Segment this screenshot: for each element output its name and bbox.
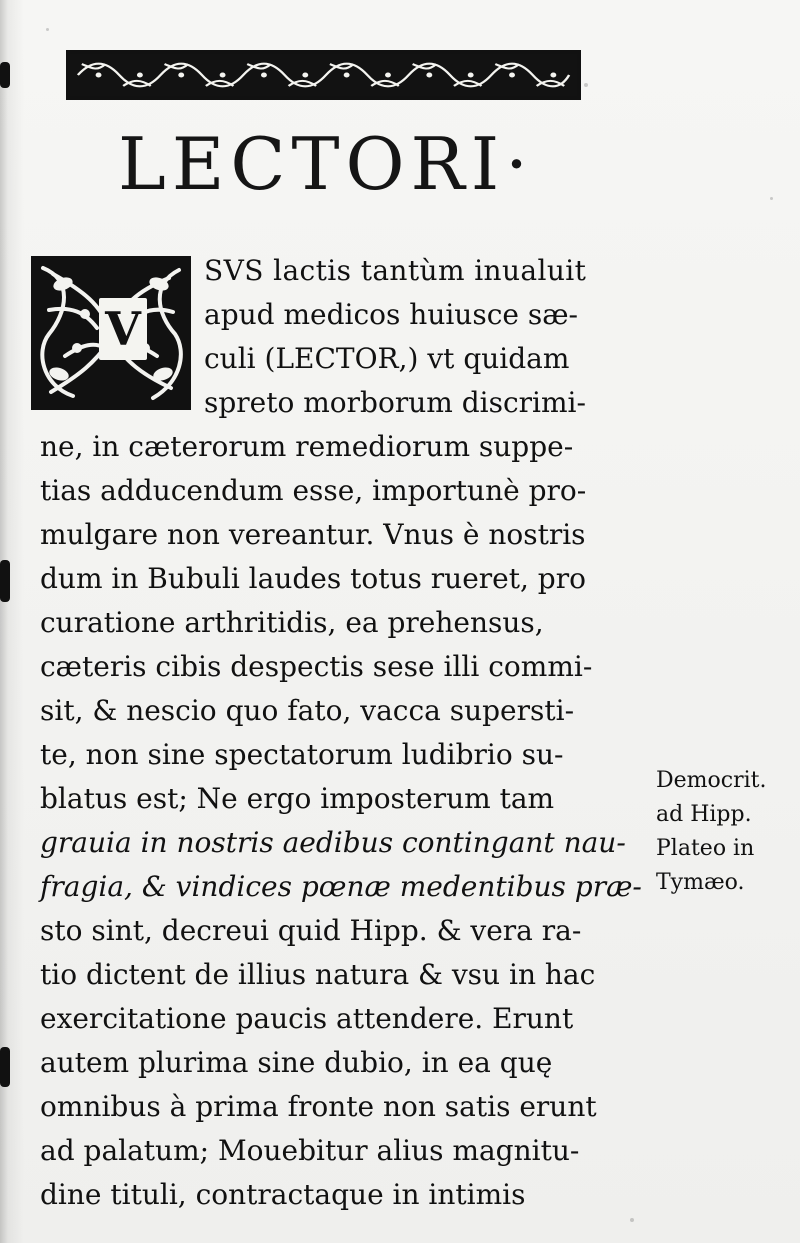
body-line: sit, & nescio quo fato, vacca supersti- bbox=[40, 694, 575, 727]
body-line: culi (LECTOR,) vt quidam bbox=[204, 342, 570, 375]
body-line: ad palatum; Mouebitur alius magnitu- bbox=[40, 1134, 580, 1167]
ink-speckle bbox=[630, 1218, 634, 1222]
body-line: ne, in cæterorum remediorum suppe- bbox=[40, 430, 574, 463]
decorated-initial bbox=[31, 256, 191, 410]
margin-note-line: ad Hipp. bbox=[656, 802, 752, 827]
body-line: SVS lactis tantùm inualuit bbox=[204, 254, 587, 287]
body-line: autem plurima sine dubio, in ea quę bbox=[40, 1046, 553, 1079]
body-line: te, non sine spectatorum ludibrio su- bbox=[40, 738, 564, 771]
body-line: omnibus à prima fronte non satis erunt bbox=[40, 1090, 597, 1123]
page-title: LECTORI· bbox=[118, 122, 535, 206]
body-line: exercitatione paucis attendere. Erunt bbox=[40, 1002, 574, 1035]
body-line: tias adducendum esse, importunè pro- bbox=[40, 474, 587, 507]
body-line: curatione arthritidis, ea prehensus, bbox=[40, 606, 544, 639]
left-edge-mark bbox=[0, 62, 10, 88]
body-line: dum in Bubuli laudes totus rueret, pro bbox=[40, 562, 586, 595]
ink-speckle bbox=[46, 28, 49, 31]
body-line: blatus est; Ne ergo imposterum tam bbox=[40, 782, 555, 815]
body-line: sto sint, decreui quid Hipp. & vera ra- bbox=[40, 914, 582, 947]
margin-note-line: Plateo in bbox=[656, 836, 755, 861]
body-line: cæteris cibis despectis sese illi commi- bbox=[40, 650, 593, 683]
ink-speckle bbox=[584, 83, 588, 87]
margin-note bbox=[656, 764, 776, 900]
margin-note-line: Democrit. bbox=[656, 768, 767, 793]
show-through-text bbox=[575, 40, 795, 1200]
margin-note-line: Tymæo. bbox=[656, 870, 745, 895]
body-line: grauia in nostris aedibus contingant nau- bbox=[40, 826, 626, 859]
decorative-header-band bbox=[66, 50, 581, 100]
ink-speckle bbox=[770, 197, 773, 200]
left-edge-mark bbox=[0, 1047, 10, 1087]
left-edge-mark bbox=[0, 560, 10, 602]
body-line: dine tituli, contractaque in intimis bbox=[40, 1178, 526, 1211]
body-line: spreto morborum discrimi- bbox=[204, 386, 586, 419]
body-line: apud medicos huiusce sæ- bbox=[204, 298, 579, 331]
drop-cap-letter: V bbox=[99, 298, 147, 360]
body-line: mulgare non vereantur. Vnus è nostris bbox=[40, 518, 586, 551]
body-line: fragia, & vindices pœnæ medentibus præ- bbox=[40, 870, 642, 903]
body-line: tio dictent de illius natura & vsu in hac bbox=[40, 958, 596, 991]
